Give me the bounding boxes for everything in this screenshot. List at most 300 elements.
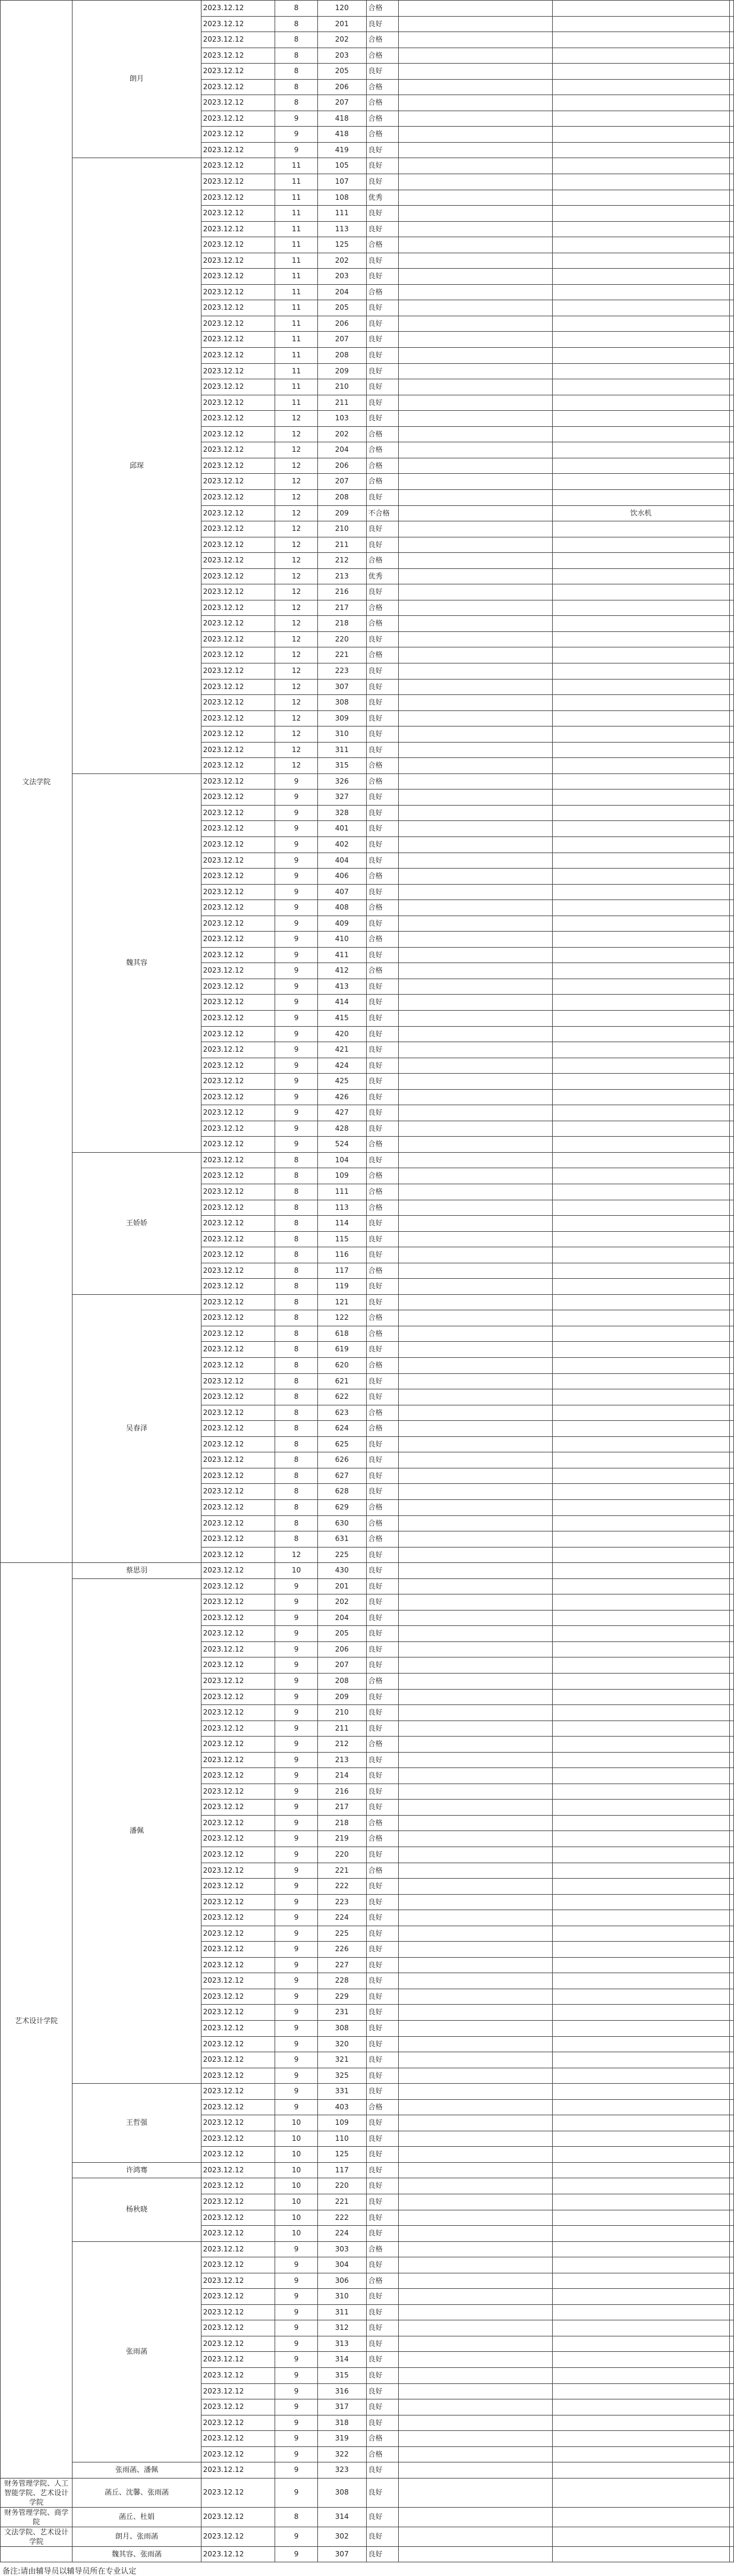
remark-cell [730, 1815, 734, 1831]
blank-cell [399, 1563, 552, 1579]
blank-cell [399, 174, 552, 190]
issue-cell [552, 2021, 729, 2037]
building-cell: 8 [275, 79, 318, 95]
grade-cell: 良好 [366, 1989, 399, 2005]
grade-cell: 良好 [366, 2336, 399, 2352]
grade-cell: 合格 [366, 2273, 399, 2289]
grade-cell: 良好 [366, 300, 399, 316]
room-cell: 624 [317, 1421, 366, 1437]
table-row [1, 2527, 734, 2546]
remark-cell [730, 2446, 734, 2462]
building-cell: 8 [275, 1216, 318, 1232]
issue-cell [552, 1184, 729, 1200]
grade-cell: 合格 [366, 1499, 399, 1515]
blank-cell [399, 1058, 552, 1074]
blank-cell [399, 2462, 552, 2479]
remark-cell [730, 2162, 734, 2178]
remark-cell [730, 1152, 734, 1168]
remark-cell [730, 1610, 734, 1626]
blank-cell [399, 1200, 552, 1216]
footnote: 备注:请由辅导员以辅导员所在专业认定 [2, 2567, 137, 2576]
blank-cell [399, 1484, 552, 1500]
date-cell: 2023.12.12 [201, 284, 275, 300]
issue-cell [552, 1152, 729, 1168]
issue-cell [552, 1089, 729, 1105]
issue-cell [552, 1279, 729, 1295]
blank-cell [399, 1989, 552, 2005]
date-cell: 2023.12.12 [201, 1831, 275, 1847]
room-cell: 414 [317, 995, 366, 1011]
issue-cell [552, 64, 729, 80]
remark-cell [730, 1200, 734, 1216]
date-cell: 2023.12.12 [201, 1721, 275, 1737]
issue-cell [552, 1105, 729, 1121]
building-cell: 12 [275, 758, 318, 774]
room-cell: 103 [317, 411, 366, 427]
blank-cell [399, 1294, 552, 1310]
grade-cell: 良好 [366, 2115, 399, 2131]
date-cell: 2023.12.12 [201, 442, 275, 458]
issue-cell [552, 2005, 729, 2021]
issue-cell [552, 790, 729, 806]
room-cell: 113 [317, 221, 366, 237]
blank-cell [399, 1121, 552, 1137]
remark-cell [730, 1499, 734, 1515]
issue-cell [552, 1784, 729, 1800]
issue-cell [552, 1026, 729, 1042]
blank-cell [399, 1594, 552, 1611]
remark-cell [730, 1673, 734, 1689]
issue-cell [552, 2084, 729, 2100]
issue-cell [552, 1705, 729, 1721]
room-cell: 313 [317, 2336, 366, 2352]
remark-cell [730, 1689, 734, 1705]
remark-cell [730, 442, 734, 458]
remark-cell [730, 1942, 734, 1958]
issue-cell [552, 2304, 729, 2320]
counselor-cell: 蔡思羽 [73, 1563, 201, 1579]
building-cell: 8 [275, 1421, 318, 1437]
room-cell: 304 [317, 2257, 366, 2273]
grade-cell: 合格 [366, 963, 399, 979]
date-cell: 2023.12.12 [201, 253, 275, 269]
grade-cell: 良好 [366, 1011, 399, 1027]
grade-cell: 合格 [366, 1531, 399, 1548]
building-cell: 9 [275, 1942, 318, 1958]
room-cell: 228 [317, 1973, 366, 1989]
grade-cell: 良好 [366, 1563, 399, 1579]
blank-cell [399, 710, 552, 726]
remark-cell [730, 1578, 734, 1594]
date-cell: 2023.12.12 [201, 64, 275, 80]
building-cell: 11 [275, 316, 318, 332]
remark-cell [730, 2415, 734, 2431]
grade-cell: 良好 [366, 1594, 399, 1611]
room-cell: 119 [317, 1279, 366, 1295]
date-cell: 2023.12.12 [201, 32, 275, 48]
grade-cell: 良好 [366, 1879, 399, 1895]
building-cell: 9 [275, 1011, 318, 1027]
grade-cell: 良好 [366, 1721, 399, 1737]
blank-cell [399, 1721, 552, 1737]
room-cell: 202 [317, 426, 366, 442]
room-cell: 120 [317, 1, 366, 17]
issue-cell [552, 174, 729, 190]
issue-cell [552, 2507, 729, 2527]
grade-cell: 良好 [366, 2084, 399, 2100]
blank-cell [399, 489, 552, 505]
remark-cell [730, 1847, 734, 1863]
date-cell: 2023.12.12 [201, 1121, 275, 1137]
date-cell: 2023.12.12 [201, 2273, 275, 2289]
grade-cell: 合格 [366, 616, 399, 632]
room-cell: 206 [317, 458, 366, 474]
remark-cell [730, 1452, 734, 1468]
grade-cell: 良好 [366, 1657, 399, 1674]
room-cell: 621 [317, 1373, 366, 1389]
grade-cell: 良好 [366, 1105, 399, 1121]
room-cell: 418 [317, 127, 366, 143]
blank-cell [399, 1831, 552, 1847]
building-cell: 12 [275, 505, 318, 521]
date-cell: 2023.12.12 [201, 773, 275, 790]
date-cell: 2023.12.12 [201, 900, 275, 916]
room-cell: 402 [317, 836, 366, 853]
room-cell: 626 [317, 1452, 366, 1468]
building-cell: 9 [275, 2084, 318, 2100]
grade-cell: 合格 [366, 111, 399, 127]
date-cell: 2023.12.12 [201, 1926, 275, 1942]
building-cell: 8 [275, 1531, 318, 1548]
room-cell: 428 [317, 1121, 366, 1137]
remark-cell [730, 1989, 734, 2005]
building-cell: 9 [275, 2068, 318, 2084]
date-cell: 2023.12.12 [201, 1168, 275, 1184]
building-cell: 12 [275, 521, 318, 537]
blank-cell [399, 584, 552, 600]
blank-cell [399, 1626, 552, 1642]
issue-cell [552, 1563, 729, 1579]
room-cell: 217 [317, 1800, 366, 1816]
room-cell: 331 [317, 2084, 366, 2100]
grade-cell: 合格 [366, 1815, 399, 1831]
issue-cell [552, 2052, 729, 2068]
building-cell: 9 [275, 111, 318, 127]
table-row [1, 2241, 734, 2257]
room-cell: 320 [317, 2036, 366, 2052]
building-cell: 9 [275, 2099, 318, 2115]
building-cell: 9 [275, 1784, 318, 1800]
issue-cell [552, 458, 729, 474]
date-cell: 2023.12.12 [201, 2257, 275, 2273]
grade-cell: 良好 [366, 2289, 399, 2305]
grade-cell: 良好 [366, 1436, 399, 1452]
date-cell: 2023.12.12 [201, 647, 275, 663]
grade-cell: 良好 [366, 64, 399, 80]
grade-cell: 良好 [366, 663, 399, 679]
date-cell: 2023.12.12 [201, 1058, 275, 1074]
date-cell: 2023.12.12 [201, 1247, 275, 1263]
building-cell: 12 [275, 742, 318, 758]
remark-cell [730, 1, 734, 17]
blank-cell [399, 758, 552, 774]
building-cell: 8 [275, 1468, 318, 1484]
blank-cell [399, 2131, 552, 2147]
issue-cell [552, 1626, 729, 1642]
counselor-cell: 魏其容、张雨菡 [73, 2546, 201, 2562]
remark-cell [730, 1910, 734, 1926]
date-cell: 2023.12.12 [201, 2194, 275, 2210]
grade-cell: 良好 [366, 790, 399, 806]
building-cell: 12 [275, 647, 318, 663]
building-cell: 11 [275, 395, 318, 411]
room-cell: 210 [317, 379, 366, 395]
remark-cell [730, 1011, 734, 1027]
date-cell: 2023.12.12 [201, 206, 275, 222]
date-cell: 2023.12.12 [201, 158, 275, 174]
date-cell: 2023.12.12 [201, 2021, 275, 2037]
issue-cell [552, 647, 729, 663]
date-cell: 2023.12.12 [201, 758, 275, 774]
issue-cell [552, 411, 729, 427]
blank-cell [399, 48, 552, 64]
grade-cell: 良好 [366, 1610, 399, 1626]
room-cell: 208 [317, 348, 366, 364]
blank-cell [399, 206, 552, 222]
grade-cell: 合格 [366, 553, 399, 569]
remark-cell [730, 2241, 734, 2257]
date-cell: 2023.12.12 [201, 553, 275, 569]
remark-cell [730, 1468, 734, 1484]
date-cell: 2023.12.12 [201, 1358, 275, 1374]
room-cell: 207 [317, 95, 366, 111]
blank-cell [399, 2021, 552, 2037]
room-cell: 224 [317, 2226, 366, 2242]
building-cell: 8 [275, 1484, 318, 1500]
remark-cell [730, 1594, 734, 1611]
building-cell: 8 [275, 1452, 318, 1468]
blank-cell [399, 1737, 552, 1753]
grade-cell: 良好 [366, 995, 399, 1011]
date-cell: 2023.12.12 [201, 932, 275, 948]
blank-cell [399, 1358, 552, 1374]
date-cell: 2023.12.12 [201, 584, 275, 600]
blank-cell [399, 2352, 552, 2368]
issue-cell [552, 568, 729, 584]
grade-cell: 良好 [366, 1468, 399, 1484]
room-cell: 214 [317, 1768, 366, 1784]
issue-cell [552, 1247, 729, 1263]
grade-cell: 良好 [366, 1942, 399, 1958]
remark-cell [730, 2527, 734, 2546]
blank-cell [399, 2099, 552, 2115]
room-cell: 203 [317, 48, 366, 64]
grade-cell: 良好 [366, 537, 399, 553]
room-cell: 418 [317, 111, 366, 127]
remark-cell [730, 379, 734, 395]
room-cell: 207 [317, 332, 366, 348]
issue-cell [552, 1815, 729, 1831]
date-cell: 2023.12.12 [201, 2383, 275, 2399]
issue-cell [552, 2273, 729, 2289]
room-cell: 206 [317, 1641, 366, 1657]
building-cell: 9 [275, 1137, 318, 1153]
building-cell: 8 [275, 16, 318, 32]
blank-cell [399, 1957, 552, 1973]
building-cell: 9 [275, 2431, 318, 2447]
room-cell: 625 [317, 1436, 366, 1452]
room-cell: 226 [317, 1942, 366, 1958]
blank-cell [399, 2005, 552, 2021]
room-cell: 115 [317, 1231, 366, 1247]
blank-cell [399, 300, 552, 316]
issue-cell [552, 679, 729, 695]
issue-cell [552, 2289, 729, 2305]
room-cell: 311 [317, 742, 366, 758]
college-cell: 文法学院、艺术设计学院 [1, 2527, 73, 2546]
blank-cell [399, 1342, 552, 1358]
date-cell: 2023.12.12 [201, 1894, 275, 1910]
remark-cell [730, 300, 734, 316]
remark-cell [730, 2507, 734, 2527]
building-cell: 9 [275, 1800, 318, 1816]
building-cell: 9 [275, 2352, 318, 2368]
grade-cell: 良好 [366, 1926, 399, 1942]
blank-cell [399, 221, 552, 237]
date-cell: 2023.12.12 [201, 1484, 275, 1500]
remark-cell [730, 1831, 734, 1847]
grade-cell: 合格 [366, 1673, 399, 1689]
grade-cell: 合格 [366, 2446, 399, 2462]
building-cell: 9 [275, 1737, 318, 1753]
building-cell: 10 [275, 2226, 318, 2242]
date-cell: 2023.12.12 [201, 2162, 275, 2178]
room-cell: 306 [317, 2273, 366, 2289]
room-cell: 218 [317, 1815, 366, 1831]
blank-cell [399, 1184, 552, 1200]
grade-cell: 良好 [366, 1152, 399, 1168]
room-cell: 307 [317, 679, 366, 695]
blank-cell [399, 1168, 552, 1184]
date-cell: 2023.12.12 [201, 537, 275, 553]
blank-cell [399, 1279, 552, 1295]
room-cell: 403 [317, 2099, 366, 2115]
date-cell: 2023.12.12 [201, 1389, 275, 1405]
room-cell: 122 [317, 1310, 366, 1326]
date-cell: 2023.12.12 [201, 1610, 275, 1626]
grade-cell: 良好 [366, 1247, 399, 1263]
remark-cell [730, 1737, 734, 1753]
blank-cell [399, 16, 552, 32]
blank-cell [399, 2241, 552, 2257]
blank-cell [399, 631, 552, 647]
remark-cell [730, 884, 734, 900]
room-cell: 206 [317, 79, 366, 95]
remark-cell [730, 647, 734, 663]
room-cell: 631 [317, 1531, 366, 1548]
room-cell: 202 [317, 253, 366, 269]
grade-cell: 良好 [366, 363, 399, 379]
building-cell: 9 [275, 916, 318, 932]
grade-cell: 合格 [366, 426, 399, 442]
grade-cell: 良好 [366, 174, 399, 190]
blank-cell [399, 947, 552, 963]
issue-cell [552, 695, 729, 711]
building-cell: 9 [275, 1847, 318, 1863]
issue-cell [552, 284, 729, 300]
issue-cell [552, 269, 729, 285]
issue-cell [552, 1879, 729, 1895]
remark-cell [730, 631, 734, 647]
grade-cell: 良好 [366, 316, 399, 332]
building-cell: 9 [275, 947, 318, 963]
grade-cell: 合格 [366, 1515, 399, 1531]
grade-cell: 良好 [366, 2415, 399, 2431]
date-cell: 2023.12.12 [201, 1626, 275, 1642]
room-cell: 225 [317, 1547, 366, 1563]
issue-cell [552, 1484, 729, 1500]
grade-cell: 良好 [366, 821, 399, 837]
building-cell: 8 [275, 1263, 318, 1279]
issue-cell [552, 869, 729, 885]
grade-cell: 合格 [366, 1310, 399, 1326]
grade-cell: 良好 [366, 1294, 399, 1310]
date-cell: 2023.12.12 [201, 1705, 275, 1721]
issue-cell [552, 1957, 729, 1973]
blank-cell [399, 1784, 552, 1800]
building-cell: 12 [275, 710, 318, 726]
issue-cell [552, 1436, 729, 1452]
date-cell: 2023.12.12 [201, 1784, 275, 1800]
issue-cell [552, 363, 729, 379]
building-cell: 8 [275, 1247, 318, 1263]
building-cell: 9 [275, 979, 318, 995]
issue-cell [552, 1610, 729, 1626]
building-cell: 9 [275, 1910, 318, 1926]
blank-cell [399, 1752, 552, 1768]
remark-cell [730, 616, 734, 632]
blank-cell [399, 2068, 552, 2084]
blank-cell [399, 1641, 552, 1657]
room-cell: 314 [317, 2507, 366, 2527]
date-cell: 2023.12.12 [201, 2304, 275, 2320]
room-cell: 223 [317, 1894, 366, 1910]
room-cell: 212 [317, 1737, 366, 1753]
grade-cell: 合格 [366, 237, 399, 253]
grade-cell: 合格 [366, 2099, 399, 2115]
remark-cell [730, 158, 734, 174]
remark-cell [730, 1784, 734, 1800]
blank-cell [399, 1468, 552, 1484]
building-cell: 11 [275, 206, 318, 222]
building-cell: 11 [275, 237, 318, 253]
table-row [1, 2178, 734, 2194]
room-cell: 209 [317, 363, 366, 379]
room-cell: 111 [317, 1184, 366, 1200]
building-cell: 12 [275, 426, 318, 442]
remark-cell [730, 1973, 734, 1989]
blank-cell [399, 1421, 552, 1437]
blank-cell [399, 316, 552, 332]
date-cell: 2023.12.12 [201, 1152, 275, 1168]
grade-cell: 合格 [366, 758, 399, 774]
building-cell: 9 [275, 2546, 318, 2562]
grade-cell: 良好 [366, 2507, 399, 2527]
grade-cell: 合格 [366, 48, 399, 64]
remark-cell [730, 237, 734, 253]
building-cell: 9 [275, 900, 318, 916]
blank-cell [399, 1673, 552, 1689]
